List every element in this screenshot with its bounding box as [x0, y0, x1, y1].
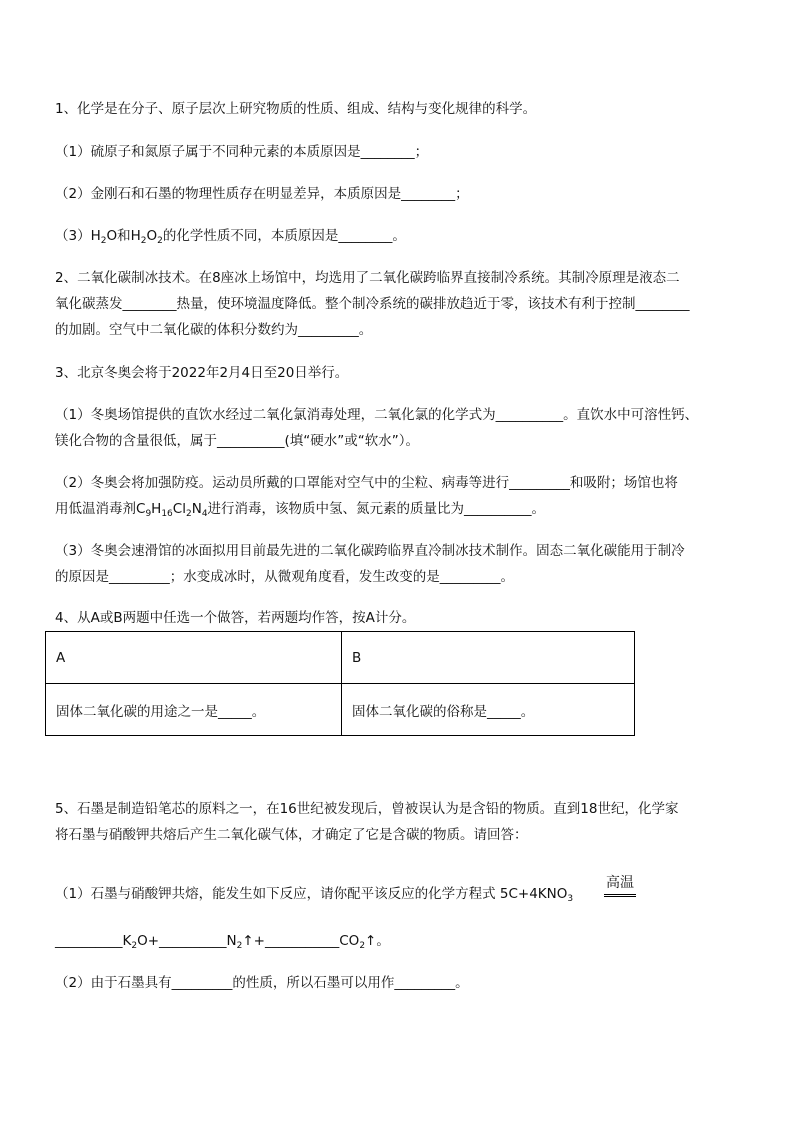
q1-part2: （2）金刚石和石墨的物理性质存在明显差异，本质原因是________；	[55, 186, 469, 202]
q4-header-a: A	[46, 632, 342, 684]
q3-part2-line1: （2）冬奥会将加强防疫。运动员所戴的口罩能对空气中的尘粒、病毒等进行_________和吸附；场馆也将	[55, 475, 678, 491]
q4-choice-table	[45, 631, 635, 736]
q4-table-header-row	[46, 632, 635, 684]
q5-part1-line2: $\_\_\_\_\_\_\_\_\_\_K_2O+\_\_\_\_\_\_\_\_\_\_N_2↑+\_\_\_\_\_\_\_\_\_\_\_CO_2↑$。	[55, 933, 390, 951]
q5-part2: （2）由于石墨具有_________的性质，所以石墨可以用作_________。	[55, 975, 469, 991]
q2-line2: 氧化碳蒸发________热量，使环境温度降低。整个制冷系统的碳排放趋近于零，该技术有利于控制________	[55, 296, 690, 312]
q1-part3: $(3)H_2O$和$H_2O_2$的化学性质不同，本质原因是________。	[55, 228, 406, 246]
q4-table-body-row	[46, 684, 635, 736]
q3-part3-line1: （3）冬奥会速滑馆的冰面拟用目前最先进的二氧化碳跨临界直冷制冰技术制作。固态二氧化碳能用于制冷	[55, 543, 685, 559]
reaction-condition-label: 高温	[604, 874, 636, 897]
q4-stem: 4、从A或B两题中任选一个做答，若两题均作答，按A计分。	[55, 610, 416, 626]
q3-part1-line1: （1）冬奥场馆提供的直饮水经过二氧化氯消毒处理，二氧化氯的化学式为__________。直饮水中可溶性钙、	[55, 407, 699, 423]
q1-stem: 1、化学是在分子、原子层次上研究物质的性质、组成、结构与变化规律的科学。	[55, 101, 537, 117]
q1-part1: （1）硫原子和氮原子属于不同种元素的本质原因是________；	[55, 144, 429, 160]
q5-line2: 将石墨与硝酸钾共熔后产生二氧化碳气体，才确定了它是含碳的物质。请回答：	[55, 827, 528, 843]
q3-part2-line2: 用低温消毒剂$C_9H_{16}Cl_2N_4$进行消毒，该物质中氢、氮元素的质量比为__________。	[55, 501, 546, 519]
q5-line1: 5、石墨是制造铅笔芯的原料之一，在16世纪被发现后，曾被误认为是含铅的物质。直到18世纪，化学家	[55, 801, 679, 817]
q4-header-b: B	[342, 632, 635, 684]
q5-part1-line1: （1）石墨与硝酸钾共熔，能发生如下反应，请你配平该反应的化学方程式 $5C+4KNO_3$	[55, 886, 574, 904]
q3-part1-line2: 镁化合物的含量很低，属于__________(填“硬水”或“软水”）。	[55, 433, 419, 449]
q3-part3-line2: 的原因是_________；水变成冰时，从微观角度看，发生改变的是_________。	[55, 569, 514, 585]
q2-line1: 2、二氧化碳制冰技术。在8座冰上场馆中，均选用了二氧化碳跨临界直接制冷系统。其制冷原理是液态二	[55, 270, 680, 286]
q3-stem: 3、北京冬奥会将于2022年2月4日至20日举行。	[55, 365, 349, 381]
q2-line3: 的加剧。空气中二氧化碳的体积分数约为_________。	[55, 322, 373, 338]
q4-body-a: 固体二氧化碳的用途之一是_____。	[46, 684, 342, 736]
q4-body-b: 固体二氧化碳的俗称是_____。	[342, 684, 635, 736]
